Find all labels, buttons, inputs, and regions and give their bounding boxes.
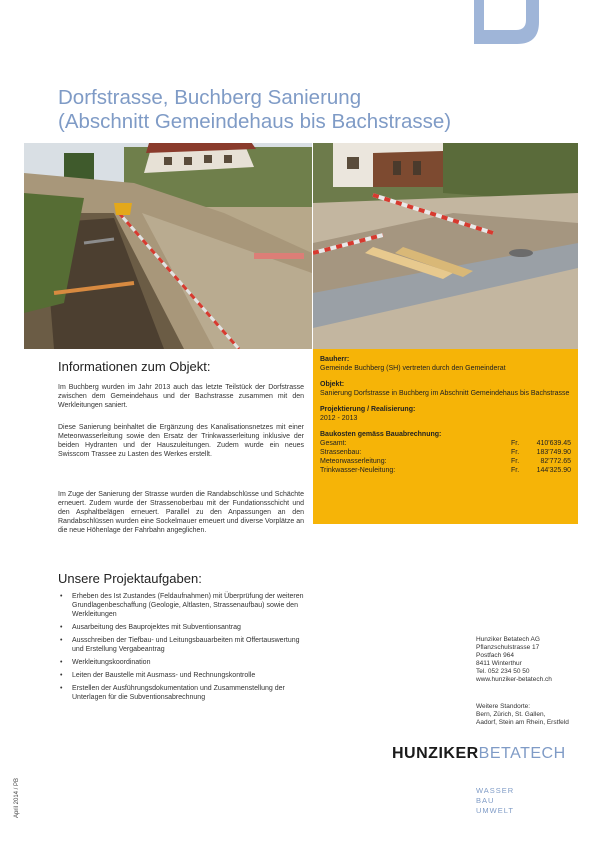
title-line-2: (Abschnitt Gemeindehaus bis Bachstrasse): [58, 110, 452, 133]
bullet-icon: •: [60, 593, 63, 600]
list-item: [60, 671, 310, 680]
task-text: Erstellen der Ausführungsdokumentation und Zusammenstellung der Unterlagen für die Subventionsabrechnung: [72, 685, 285, 701]
list-item: [60, 592, 310, 619]
list-item: [60, 623, 310, 632]
cost-row: [320, 457, 571, 466]
cost-row: [320, 439, 571, 448]
bullet-icon: •: [60, 637, 63, 644]
cost-currency: Fr.: [511, 458, 520, 465]
address-box: Postfach 964: [476, 652, 514, 659]
cost-label: Strassenbau:: [320, 449, 362, 456]
cost-label: Gesamt:: [320, 440, 347, 447]
cost-row: [320, 448, 571, 457]
info-paragraph-2: Diese Sanierung beinhaltet die Ergänzung des Kanalisationsnetzes mit einer Meteorwasserleitung sowie den Ersatz der Trinkwasserleitung inklusive der beiden Hydranten und der Hauszuleitungen. Zudem wurde ein neues Swisscom Trassee zu Lasten des Werkes erstellt.: [58, 424, 304, 458]
logo-part-2: BETATECH: [478, 745, 566, 762]
locations-label: Weitere Standorte:: [476, 703, 531, 710]
bauherr-label: Bauherr:: [320, 356, 350, 363]
document-date: April 2014 / PB: [14, 777, 20, 818]
logo-part-1: HUNZIKER: [392, 745, 479, 762]
cost-label: Meteorwasserleitung:: [320, 458, 387, 465]
cost-currency: Fr.: [511, 440, 520, 447]
address-city: 8411 Winterthur: [476, 660, 522, 667]
info-heading: Informationen zum Objekt:: [58, 359, 211, 374]
website-link[interactable]: www.hunziker-betatech.ch: [476, 676, 552, 683]
page-title: [58, 86, 558, 134]
task-text: Ausschreiben der Tiefbau- und Leitungsbauarbeiten mit Offertauswertung und Erstellung Vergabeantrag: [72, 637, 300, 653]
list-item: [60, 684, 310, 702]
company-address: [476, 636, 552, 684]
bullet-icon: •: [60, 659, 63, 666]
company-name: Hunziker Betatech AG: [476, 636, 540, 643]
info-paragraph-3: Im Zuge der Sanierung der Strasse wurden die Randabschlüsse und Schächte erneuert. Zudem wurde der Strassenoberbau mit der Fundationsschicht und den Asphaltbelägen erneuert. Parallel zu den Anpassungen an den Randabschlüssen wurden eine Sockelmauer erneuert und diverse Vorplätze an die neue Höhenlage der Fahrbahn angeglichen.: [58, 491, 304, 534]
cost-currency: Fr.: [511, 467, 520, 474]
address-phone: Tel. 052 234 50 50: [476, 668, 530, 675]
cost-amount: 144'325.90: [536, 467, 571, 474]
list-item: [60, 658, 310, 667]
bullet-icon: •: [60, 624, 63, 631]
cost-amount: 82'772.65: [540, 458, 571, 465]
zeit-label: Projektierung / Realisierung:: [320, 406, 416, 413]
cost-amount: 410'639.45: [536, 440, 571, 447]
task-text: Leiten der Baustelle mit Ausmass- und Rechnungskontrolle: [72, 672, 256, 679]
bauherr-value: Gemeinde Buchberg (SH) vertreten durch den Gemeinderat: [320, 365, 506, 372]
task-text: Ausarbeitung des Bauprojektes mit Subventionsantrag: [72, 624, 241, 631]
pipe-laying-photo: [313, 143, 578, 349]
company-logo: [392, 745, 566, 763]
list-item: [60, 636, 310, 654]
other-locations: [476, 703, 569, 727]
project-facts-box: [313, 349, 578, 524]
hunziker-d-logo-icon: [474, 0, 539, 44]
street-trench-photo: [24, 143, 312, 349]
info-paragraph-1: Im Buchberg wurden im Jahr 2013 auch das letzte Teilstück der Dorfstrasse zwischen dem Gemeindehaus und der Bachstrasse zusammen mit den Werkleitungen saniert.: [58, 384, 304, 409]
company-tagline: [476, 786, 514, 816]
task-text: Erheben des Ist Zustandes (Feldaufnahmen) mit Überprüfung der weiteren Grundlagenbeschaffung (Geologie, Altlasten, Strassenaufbau) sowie den Werkleitungen: [72, 593, 304, 618]
locations-line-1: Bern, Zürich, St. Gallen,: [476, 711, 546, 718]
objekt-label: Objekt:: [320, 381, 345, 388]
locations-line-2: Aadorf, Stein am Rhein, Erstfeld: [476, 719, 569, 726]
zeit-value: 2012 - 2013: [320, 415, 358, 422]
kosten-label: Baukosten gemäss Bauabrechnung:: [320, 431, 442, 438]
cost-currency: Fr.: [511, 449, 520, 456]
cost-amount: 183'749.90: [536, 449, 571, 456]
bullet-icon: •: [60, 685, 63, 692]
task-text: Werkleitungskoordination: [72, 659, 151, 666]
objekt-value: Sanierung Dorfstrasse in Buchberg im Abschnitt Gemeindehaus bis Bachstrasse: [320, 390, 570, 397]
cost-row: [320, 466, 571, 475]
tagline-2: BAU: [476, 796, 495, 805]
address-street: Pflanzschulstrasse 17: [476, 644, 540, 651]
cost-label: Trinkwasser-Neuleitung:: [320, 467, 396, 474]
cost-table: [320, 439, 571, 475]
tasks-list: [60, 592, 310, 706]
title-line-1: Dorfstrasse, Buchberg Sanierung: [58, 86, 362, 109]
tasks-heading: Unsere Projektaufgaben:: [58, 571, 202, 586]
bullet-icon: •: [60, 672, 63, 679]
tagline-3: UMWELT: [476, 806, 514, 815]
tagline-1: WASSER: [476, 786, 515, 795]
